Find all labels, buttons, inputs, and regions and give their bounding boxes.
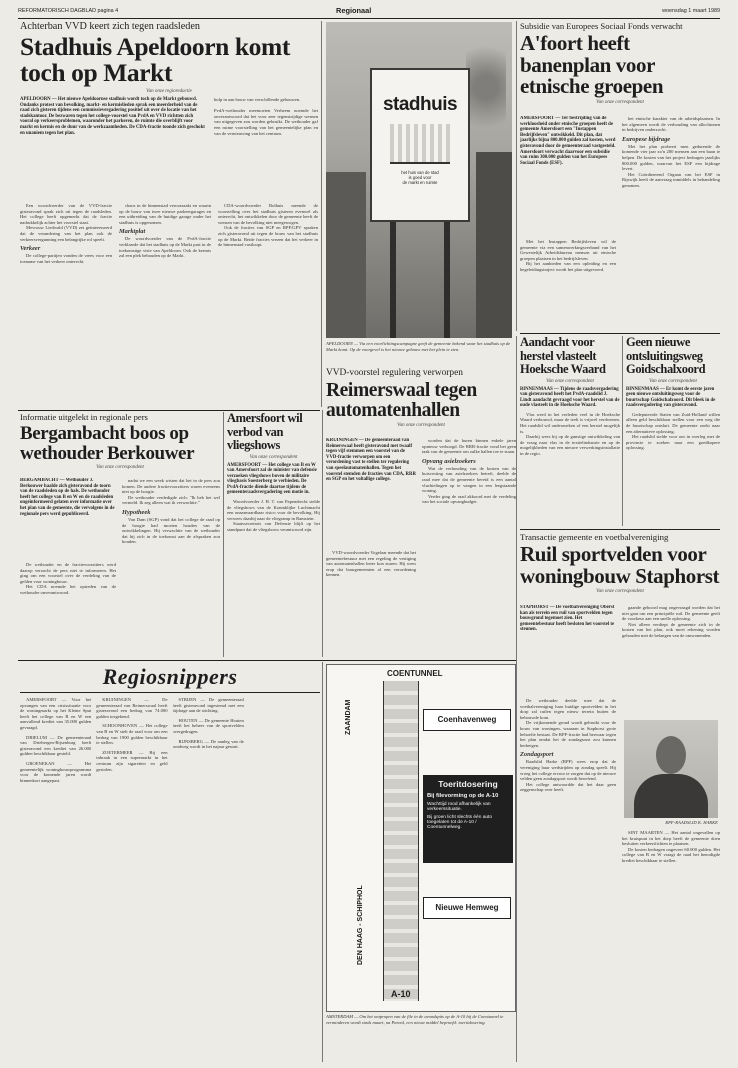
vliegshows-byline: Van onze correspondent xyxy=(249,454,298,460)
map-road-top-label: COENTUNNEL xyxy=(387,669,443,678)
goidschalxoord-article xyxy=(626,336,720,526)
vliegshows-article xyxy=(227,412,320,657)
apeldoorn-article xyxy=(20,21,318,407)
regiosnippers-column xyxy=(96,697,167,1059)
staphorst-sub-zondag: Zondagsport xyxy=(520,751,554,759)
reimerswaal-kicker: VVD-voorstel regulering verworpen xyxy=(326,368,463,378)
regiosnipper-item: KRUININGEN — De gemeenteraad van Reimerswaal heeft gisteravond een bedrag van 74.000 gulden toegekend. xyxy=(96,697,168,719)
staphorst-body-col1: De wethouder deelde mee dat de voetbalvereniging haar huidige sportvelden in het dorp zal ruilen tegen nieuw terrein buiten de bebouwde kom. De vrijkomende grond wordt gebruikt voor de bouw van woningen, waaraan in Staphorst grote behoefte bestaat. De RPF-fractie had bezwaar tegen het plan omdat het de zondagsrust zou kunnen bedreigen. Zondagsport Raadslid Harke (RPF) wees erop dat de vereniging haar wedstrijden op zondag speelt. Hij vroeg het college ervoor te zorgen dat op de nieuwe velden geen zondagsport wordt beoefend. Het college antwoordde dat het daar geen zeggenschap over heeft. xyxy=(520,698,616,793)
photo-sign-graphic xyxy=(390,124,450,164)
masthead xyxy=(18,6,720,18)
photo-tree xyxy=(466,32,506,142)
bergambacht-body-col1: De wethouder en de fractievoorzitters werd daarop verzocht de pers niet te informeren. Het ging om een voorstel over de verdeling van de gelden voor woningbouw. Het CDA noemde het optreden van de wethouder onverantwoord. xyxy=(20,562,116,595)
reimerswaal-article xyxy=(326,368,516,658)
column-divider xyxy=(622,336,623,526)
esf-headline: A'foort heeft banenplan voor etnische groepen xyxy=(520,31,664,98)
photo-sign-word: stadhuis xyxy=(382,94,458,115)
goidschalxoord-lead: BINNENMAAS — Er komt de eerste jaren geen nieuwe ontsluitingsweg voor de buurtschap Goidschalxoord. Dit bleek in de raadsvergadering van gisteravond. xyxy=(626,386,716,409)
section-rule xyxy=(18,410,320,411)
esf-byline: Van onze correspondent xyxy=(596,99,644,105)
column-divider xyxy=(321,21,322,407)
bergambacht-headline: Bergambacht boos op wethouder Berkouwer xyxy=(20,423,195,464)
apeldoorn-kicker: Achterban VVD keert zich tegen raadsleden xyxy=(20,21,200,32)
apeldoorn-body-col3: CDA-woordvoerder Bolhuis meende de voorstelling over het stadhuis gisteren evenwel als onterecht, het ontwikkelen door de gemeente heeft de wensen van de bevolking niet meegewogen. Ook de fracties van SGP en RPF/GPV spraken zich gisteravond uit tegen de bouw van het stadhuis op de Markt. Beide fracties vrezen dat het verkeer in de binnenstad vastloopt. xyxy=(218,203,318,248)
apeldoorn-headline: Stadhuis Apeldoorn komt toch op Markt xyxy=(20,32,290,87)
apeldoorn-byline: Van onze regioredactie xyxy=(146,89,192,94)
staphorst-lead: STAPHORST — De voetbalvereniging Oberst kan als terrein een ruil van sportvelden tegen bouwgrond tegemoet zien. Het gemeentebestuur heeft besloten het voorstel te steunen. xyxy=(520,605,615,633)
section-rule xyxy=(18,660,516,661)
reimerswaal-byline: Van onze correspondent xyxy=(397,423,445,428)
map-sign-coenhavenweg: Coenhavenweg xyxy=(423,709,511,731)
staphorst-kicker: Transactie gemeente en voetbalvereniging xyxy=(520,532,669,542)
map-road-a10-main xyxy=(383,681,419,1001)
bergambacht-body-col2: nadat we een week wisten dat het in de pers zou komen. De andere fractievoorzitters waren eveneens niet op de hoogte. De wethouder verdedigde zich: "Ik heb het wel vermeld. Ik zeg alleen wat ik verwachtte." Hypotheek Van Dam (SGP) vond dat het college de raad op de hoogte had moeten houden van de ontwikkelingen. Hij verwachtte van de wethouder dat hij zich in de toekomst aan de afspraken zou houden. xyxy=(122,478,220,545)
apeldoorn-sub-verkeer: Verkeer xyxy=(20,245,41,253)
esf-lead: AMERSFOORT — Ter bestrijding van de werkloosheid onder etnische groepen heeft de gemeente Amersfoort een "Instappen Bedrijfsleven" ontwikkeld. Dit plan, dat jaarlijks bijna 800.000 gulden zal kosten, werd gisteravond door de gemeenteraad vastgesteld. Amersfoort verwacht daarvoor een subsidie van ruim 300.000 gulden van het Europees Sociaal Fonds (ESF). xyxy=(520,116,616,166)
vliegshows-lead: AMERSFOORT — Het college van B en W van Amersfoort zal de minister van defensie verzoeken vliegshows boven de militaire vliegbasis Soesterberg te verbieden. De PvdA-fractie diende daartoe tijdens de gemeenteraadsvergadering een motie in. xyxy=(227,462,317,496)
vliegshows-headline: Amersfoort wil verbod van vliegshows xyxy=(227,412,303,452)
esf-article xyxy=(520,21,720,331)
staphorst-body-col3: SINT MAARTEN — Het aantal ongevallen op het kruispunt in het dorp heeft de gemeente doen besluiten verkeerslichten te plaatsen. De kosten bedragen ongeveer 60.000 gulden. Het college van B en W vraagt de raad het benodigde krediet beschikbaar te stellen. xyxy=(622,830,720,863)
photo-sign-board xyxy=(370,68,470,222)
staphorst-body-col2: gaande gehoord mag ongevraagd worden dat het niet gaat om een principiële ruil. De gemeente geeft de voorkeur aan een snelle oplossing. Niet alleen verdiept de gemeente zich in de kosten van het plan, ook moet rekening worden gehouden met de belangen van de omwonenden. xyxy=(622,605,720,638)
regiosnippers-section xyxy=(20,664,320,1062)
regiosnipper-item: STRIJEN — De gemeenteraad heeft gisteravond ingestemd met een bijdrage aan de stichting. xyxy=(172,697,244,714)
column-divider xyxy=(516,336,517,1062)
photo-sign-post-right xyxy=(444,222,450,338)
reimerswaal-headline: Reimerswaal tegen automatenhallen xyxy=(326,380,477,421)
regiosnipper-item: ZOETERMEER — Bij een inbraak in een supermarkt in het centrum zijn sigaretten en geld gestolen. xyxy=(96,749,168,772)
masthead-rule xyxy=(18,18,720,19)
hoeksche-body: Vlas werd in het verleden veel in de Hoeksche Waard verbouwd, maar de teelt is vrijwel verdwenen. Het raadslid wil onderzoeken of een herstel mogelijk is. Daarbij wees hij op de gunstige ontwikkeling van de vraag naar vlas in de textielindustrie en op de mogelijkheden van een nieuwe verwerkingsinstallatie in de regio. xyxy=(520,411,620,457)
regiosnipper-item: HOUTEN — De gemeente Houten heeft het beheer van de sportvelden overgedragen. xyxy=(172,717,244,734)
portrait-head xyxy=(656,736,686,774)
hoeksche-byline: Van onze correspondent xyxy=(546,378,594,384)
portrait-shoulders xyxy=(634,774,708,818)
apeldoorn-body-col2: chaos in de binnenstad veroorzaakt en waarin op de bouw van twee nieuwe parkeergarages en een uitbreiding van de huidige garage onder het stadhuis is opgenomen. Marktplat De woordvoerder van de PvdA-fractie verklaarde dat het stadhuis op de Markt past in de toekomstige visie van Apeldoorn. Ook de kermis zal een plek behouden op de Markt. xyxy=(119,203,211,259)
hoeksche-headline: Aandacht voor herstel vlasteelt Hoeksche Waard xyxy=(520,336,606,376)
regiosnipper-item: GROENEKAN — Het gemeentelijk woningbouwprogramma voor de komende jaren wordt binnenkort aangepast. xyxy=(20,760,92,783)
masthead-section: Regionaal xyxy=(336,6,372,15)
stadhuis-photo-caption: APELDOORN — Via een voorlichtingscampagne geeft de gemeente bekend waar het stadhuis op de Markt komt. Op de voorgevel is het nieuwe gebouw met het plein te zien. xyxy=(326,341,511,352)
goidschalxoord-headline: Geen nieuwe ontsluitingsweg Goidschalxoord xyxy=(626,336,706,376)
hoeksche-article xyxy=(520,336,620,526)
map-road-bottom-label: A-10 xyxy=(391,989,411,999)
bergambacht-article xyxy=(20,412,220,657)
regiosnippers-columns xyxy=(20,697,320,1059)
map-sign-toerit-line3: Bij groen licht slechts één auto toegelaten tot de A-10 / Coentunnelweg. xyxy=(427,815,493,830)
map-sign-toerit-title: Toeritdosering xyxy=(438,779,498,789)
map-sign-toerit-line2: Wachttijd rood afhankelijk van verkeerssituatie. xyxy=(427,802,491,812)
photo-sign-post-left xyxy=(390,222,396,338)
bergambacht-lead: BERGAMBACHT — Wethouder J. Berkouwer haalde zich gisteravond de toorn van de raadsleden op de hals. De wethouder heeft het college van B en W en de raadsleden ongeïnformeerd gelaten over informatie over het plan van de gemeente, die vervolgens in de regionale pers werd gepubliceerd. xyxy=(20,478,115,517)
photo-building-right xyxy=(476,152,512,338)
regiosnippers-column xyxy=(249,697,320,1059)
goidschalxoord-byline: Van onze correspondent xyxy=(649,378,697,384)
bergambacht-byline: Van onze correspondent xyxy=(96,465,144,470)
staphorst-article xyxy=(520,532,720,1062)
staphorst-headline: Ruil sportvelden voor woningbouw Staphorst xyxy=(520,542,720,588)
column-divider xyxy=(223,412,224,657)
column-divider xyxy=(322,410,323,657)
coentunnel-map xyxy=(326,664,516,1012)
map-label-schiphol: DEN HAAG - SCHIPHOL xyxy=(357,885,364,965)
map-caption: AMSTERDAM — Om het ontpropen van de file in de avondspits op de A-10 bij de Coentunnel te verminderen wordt sinds maart, na Parool, een nieuw middel beproefd: toeritdosering. xyxy=(326,1014,504,1025)
map-label-zaandam: ZAANDAM xyxy=(345,699,352,735)
harke-portrait-caption: RPF-RAADSLID K. HARKE xyxy=(665,820,718,825)
regiosnipper-item: SCHOONHOVEN — Het college van B en W stelt de raad voor om een bedrag van 1900 gulden beschikbaar te stellen. xyxy=(96,723,168,746)
esf-body-col2: het etnische karakter van de arbeidsplaatsen. In het algemeen wordt de verhouding van allochtonen in bedrijven onderzocht. Europese bijdrage Met het plan probeert men gedurende de komende vier jaar zo'n 200 mensen aan een baan te helpen. De kosten van het project bedragen jaarlijks 800.000 gulden, waarvan het ESF een bijdrage levert. Het Coördinerend Orgaan van het ESF in Rijswijk heeft de aanvraag inmiddels in behandeling genomen. xyxy=(622,116,720,188)
apeldoorn-lead: APELDOORN — Het nieuwe Apeldoornse stadhuis wordt toch op de Markt gebouwd. Ondanks protest van bevolking, markt- en kermislieden sprak een meerderheid van de raad zich gisteren tijdens een commissievergadering positief uit over de locatie van het stadskantoor. De bezwaren tegen het college-voorstel van PvdA en VVD richtten zich vooral op verkeersproblemen, waaronder het parkeren, de ruimte die overblijft voor markt en kermis en de duur van de werkzaamheden. De CDA-fractie toonde zich geschokt en unaniem tegen het plan. xyxy=(20,97,205,136)
reimerswaal-body-col2: worden dat de huren binnen enkele jaren opnieuw verhoogd. De RRR-fractie vond het geen taak van de gemeente om zulke hallen toe te staan. Opvang asielzoekers Wat de verhouding van de kosten van de huisvesting van asielzoekers betreft, deelde de raad mee dat de gemeente bereid is een aantal vluchtelingen op te vangen in een leegstaande woning. Verder ging de raad akkoord met de verdeling van het sociale opvangbudget. xyxy=(422,438,516,505)
regiosnipper-item: DRIELUM — De gemeenteraad van Driebergen-Rijsenburg heeft gisteravond een krediet van 26.000 gulden beschikbaar gesteld. xyxy=(20,734,92,757)
goidschalxoord-body: Gedeputeerde Staten van Zuid-Holland willen alleen geld beschikbaar stellen voor een weg die de buurtschap ontsluit. De gemeente zoekt naar een alternatieve oplossing. Het raadslid stelde voor om in overleg met de provincie te zoeken naar een goedkopere oplossing. xyxy=(626,411,720,451)
harke-portrait-photo xyxy=(624,720,718,818)
bergambacht-sub: Hypotheek xyxy=(122,508,151,516)
hoeksche-lead: BINNENMAAS — Tijdens de raadsvergadering van gisteravond heeft het PvdA-raadslid J. Lindt aandacht gevraagd voor het herstel van de oude vlasteelt in de Hoeksche Waard. xyxy=(520,386,620,409)
map-sign-toeritdosering xyxy=(423,775,513,863)
regiosnipper-item: AMERSFOORT — Voor het opvangen van een crisissituatie voor de woningmarkt op het Kleine Spui heeft het college van B en W een aanvullend krediet van 35.000 gulden gevraagd. xyxy=(20,697,92,730)
regiosnippers-column xyxy=(173,697,244,1059)
section-rule xyxy=(520,529,720,530)
section-rule xyxy=(520,333,720,334)
regiosnippers-title: Regiosnippers xyxy=(102,664,238,689)
reimerswaal-lead: KRUININGEN — De gemeenteraad van Reimerswaal heeft gisteravond met twaalf tegen vijf stemmen een voorstel van de VVD-fractie verworpen om een verordening vast te stellen ter regulering van speelautomatenhallen. Tegen het voorstel stemden de fracties van CDA, RRR en SGP en het voltallige college. xyxy=(326,438,416,483)
photo-sign-small: het huis van de stad is goed voor de markt en ruimte xyxy=(401,170,439,185)
map-sign-toerit-line1: Bij filevorming op de A-10 xyxy=(427,793,499,799)
masthead-date: woensdag 1 maart 1989 xyxy=(662,8,720,14)
bergambacht-kicker: Informatie uitgelekt in regionale pers xyxy=(20,412,148,422)
regiosnippers-column xyxy=(20,697,91,1059)
esf-sub-europese: Europese bijdrage xyxy=(622,135,671,143)
reimerswaal-sub-asiel: Opvang asielzoekers xyxy=(422,457,476,465)
esf-body-col1: Met het Instappen Bedrijfsleven wil de gemeente via een samenwerkingsverband van het Gewestelijk Arbeidsbureau mensen uit etnische groepen plaatsen in het bedrijfsleven. Bij het aanbieden van een opleiding en een begeleidingstraject wordt het plan uitgevoerd. xyxy=(520,239,616,272)
esf-kicker: Subsidie van Europees Sociaal Fonds verwacht xyxy=(520,21,683,31)
staphorst-byline: Van onze correspondent xyxy=(596,589,644,594)
apeldoorn-body-col1: Een woordvoerder van de VVD-fractie gisteravond sprak zich uit tegen de raadsleden. Het college heeft opgemerkt dat de fractie nadrukkelijk achter het voorstel staat. Mevrouw Liedwald (VVD) zei geïnteresseerd dat de verandering van het plan ook de verkeersvergunning een belangrijke rol speelt. Verkeer De college-partijen vonden de vrees voor een toename van het verkeer onterecht. xyxy=(20,203,112,264)
vliegshows-body: Woordvoerder J. H. T. van Papendrecht stelde de vliegshows van de Koninklijke Luchtmacht een onaanvaardbaar risico voor de bevolking. Hij verwees daarbij naar de vliegramp in Ramstein. Staatssecretaris van Defensie blijft op het standpunt dat de vliegshows verantwoord zijn. xyxy=(227,499,320,533)
map-sign-nieuwe-hemweg: Nieuwe Hemweg xyxy=(423,897,511,919)
apeldoorn-lead-cont: hulp in aan bouw van verschillende gebouwen. PvdA-wethouder meemoeten Verheem noemde het onverantwoord dat het voor zeer tegenstrijdige wensen van uitgegeven zou worden gebruikt. De wethouder gaf een ruime voorstelling van het gemeentelijke plan en van de vernieuwing van het centrum. xyxy=(214,97,318,136)
regiosnippers-rule xyxy=(20,692,320,693)
masthead-left: REFORMATORISCH DAGBLAD pagina 4 xyxy=(18,8,119,14)
apeldoorn-sub-marktplat: Marktplat xyxy=(119,228,146,236)
column-divider xyxy=(322,662,323,1062)
column-divider xyxy=(516,21,517,331)
reimerswaal-body-col1: VVD-woordvoerder Vogelaar meende dat het gemeentebestuur met een regeling de vestiging van automatenhallen beter kon sturen. Hij wees erop dat buurgemeenten al een verordening kennen. xyxy=(326,550,416,578)
stadhuis-photo xyxy=(326,22,512,338)
regiosnipper-item: RIJNSBERG — De aanleg van de rondweg wordt in het najaar gestart. xyxy=(172,738,244,750)
photo-building-left xyxy=(326,172,366,338)
